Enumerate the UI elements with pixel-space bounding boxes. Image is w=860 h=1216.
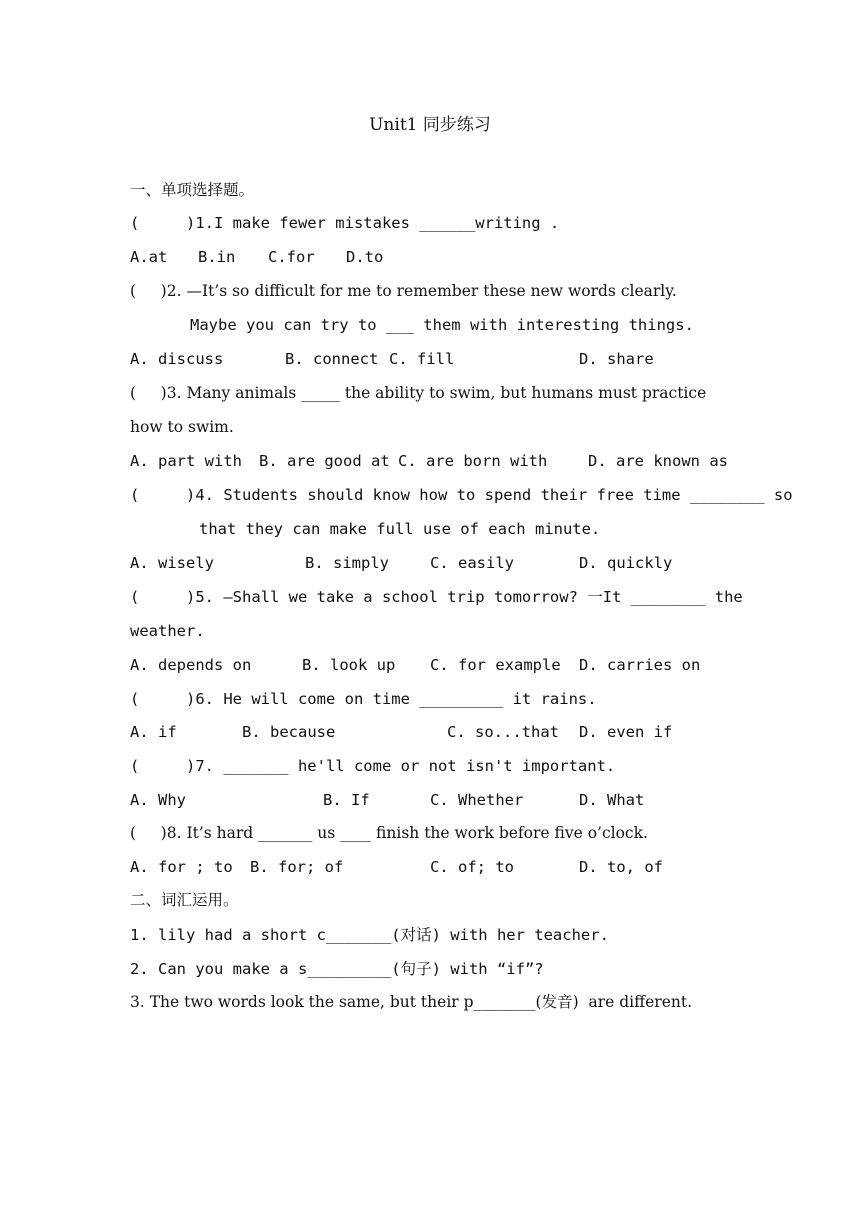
q5-option-a: A. depends on [130, 656, 252, 674]
q3-option-a: A. part with [130, 452, 242, 470]
q4-option-b: B. simply [305, 554, 389, 572]
q6-option-b: B. because [242, 723, 336, 741]
question-8-stem: ( )8. It’s hard _______ us ____ finish the work before five o’clock. [130, 824, 648, 842]
question-4-stem-cont: that they can make full use of each minute. [199, 520, 601, 538]
q5-option-d: D. carries on [579, 656, 701, 674]
q2-option-c: C. fill [389, 350, 455, 368]
question-2-stem-cont: Maybe you can try to ___ them with interesting things. [190, 316, 694, 334]
section2-heading: 二、词汇运用。 [130, 891, 239, 909]
q2-option-a: A. discuss [130, 350, 224, 368]
q6-option-c: C. so...that [447, 723, 559, 741]
vocab-item-3: 3. The two words look the same, but their p________(发音) are different. [130, 993, 693, 1011]
q2-option-b: B. connect [285, 350, 379, 368]
q2-option-d: D. share [579, 350, 654, 368]
q7-option-c: C. Whether [430, 791, 524, 809]
q1-option-b: B.in [198, 248, 236, 266]
q3-option-d: D. are known as [588, 452, 728, 470]
question-3-stem: ( )3. Many animals _____ the ability to swim, but humans must practice [130, 384, 707, 402]
page-title: Unit1 同步练习 [369, 115, 491, 135]
question-6-stem: ( )6. He will come on time _________ it rains. [130, 690, 597, 708]
section1-heading: 一、单项选择题。 [130, 181, 255, 199]
q4-option-a: A. wisely [130, 554, 214, 572]
q5-option-b: B. look up [302, 656, 396, 674]
q4-option-d: D. quickly [579, 554, 673, 572]
question-4-stem: ( )4. Students should know how to spend their free time ________ so [130, 486, 793, 504]
question-5-stem-cont: weather. [130, 622, 205, 640]
question-7-stem: ( )7. _______ he'll come or not isn't important. [130, 757, 616, 775]
q3-option-c: C. are born with [398, 452, 548, 470]
q8-option-d: D. to, of [579, 858, 663, 876]
q7-option-b: B. If [323, 791, 370, 809]
vocab-item-1: 1. lily had a short c_______(对话) with her teacher. [130, 926, 609, 944]
q1-option-c: C.for [268, 248, 315, 266]
q8-option-a: A. for ; to [130, 858, 233, 876]
q8-option-b: B. for; of [250, 858, 344, 876]
q4-option-c: C. easily [430, 554, 514, 572]
q1-option-a: A.at [130, 248, 168, 266]
question-2-stem: ( )2. —It’s so difficult for me to remember these new words clearly. [130, 282, 677, 300]
vocab-item-2: 2. Can you make a s_________(句子) with “if”? [130, 960, 544, 978]
q3-option-b: B. are good at [259, 452, 390, 470]
question-5-stem: ( )5. —Shall we take a school trip tomorrow? 一It ________ the [130, 588, 743, 606]
q1-option-d: D.to [346, 248, 384, 266]
q5-option-c: C. for example [430, 656, 561, 674]
question-1-stem: ( )1.I make fewer mistakes ______writing . [130, 214, 560, 232]
q6-option-d: D. even if [579, 723, 673, 741]
q7-option-a: A. Why [130, 791, 186, 809]
question-3-stem-cont: how to swim. [130, 418, 234, 436]
q8-option-c: C. of; to [430, 858, 514, 876]
q7-option-d: D. What [579, 791, 645, 809]
q6-option-a: A. if [130, 723, 177, 741]
